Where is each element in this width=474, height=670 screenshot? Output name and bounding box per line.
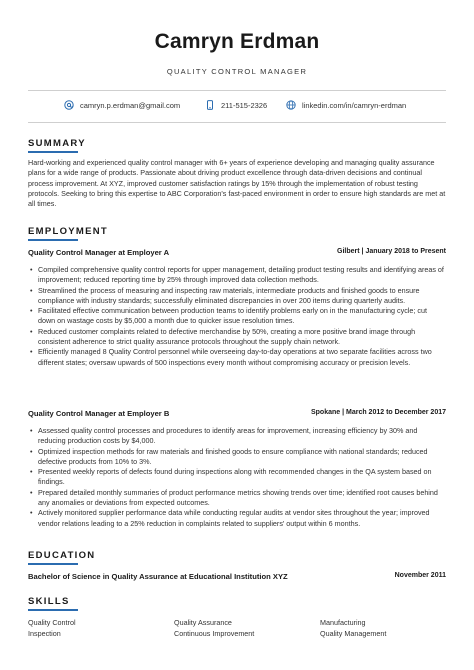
job-header <box>28 409 446 420</box>
list-item: • Compiled comprehensive quality control reports for upper management, detailing product testing results and identifying areas of improvement; reduced reporting time by 25% through improved data collection methods. <box>28 265 446 286</box>
skills-heading: SKILLS <box>28 596 70 607</box>
education-heading: EDUCATION <box>28 550 96 561</box>
degree: Bachelor of Science in Quality Assurance at Educational Institution XYZ <box>28 572 288 581</box>
at-icon <box>64 100 74 110</box>
skill-item: Quality Assurance <box>174 618 232 627</box>
candidate-name: Camryn Erdman <box>154 30 320 53</box>
job-title-b: Quality Control Manager at Employer B <box>28 409 170 418</box>
list-item: • Presented weekly reports of defects found during inspections along with recommended changes in the QA system based on findings. <box>28 467 446 488</box>
list-item: • Facilitated effective communication between production teams to identify problems early on in the manufacturing cycle; cut down on wastage costs by $5,000 a month due to quicker issue resolution times. <box>28 306 446 327</box>
globe-icon <box>286 100 296 110</box>
education-date: November 2011 <box>394 572 446 579</box>
contact-linkedin[interactable] <box>286 100 406 110</box>
list-item: • Prepared detailed monthly summaries of product performance metrics showing trends over time; identified root causes behind any anomalies or deviations from expected outcomes. <box>28 488 446 509</box>
contact-phone[interactable] <box>205 100 267 110</box>
summary-underline <box>28 151 78 153</box>
list-item: • Optimized inspection methods for raw materials and finished goods to ensure compliance with national standards; reduced defective products from 10% to 3%. <box>28 447 446 468</box>
phone-icon <box>205 100 215 110</box>
summary-text: Hard-working and experienced quality control manager with 6+ years of experience developing and managing quality assurance plans for a wide range of products. Passionate about driving product excellence through data-driven decisions and continual process improvement. At XYZ, improved customer satisfaction ratings by 15% through the implementation of robust testing protocols. Seeking to bring this expertise to ABC Corporation's fast-paced environment in order to ensure high standards are met at all times. <box>28 158 446 209</box>
list-item: • Reduced customer complaints related to defective merchandise by 50%, creating a more positive brand image through consistent adherence to strict quality assurance protocols throughout the supply chain network. <box>28 327 446 348</box>
contact-email[interactable] <box>64 100 180 110</box>
job-title-a: Quality Control Manager at Employer A <box>28 248 170 257</box>
skill-item: Inspection <box>28 629 61 638</box>
list-item: • Efficiently managed 8 Quality Control personnel while overseeing day-to-day operations at two separate facilities across two different states; oversaw upwards of 500 inspections every month without compromising accuracy or precision levels. <box>28 347 446 368</box>
job-a-bullets <box>28 265 446 368</box>
skill-item: Continuous Improvement <box>174 629 255 638</box>
list-item: • Streamlined the process of measuring and inspecting raw materials, intermediate products and finished goods to ensure compliance with industry standards; successfully eliminated discrepancies in over 200 items during quarterly audits. <box>28 286 446 307</box>
education-underline <box>28 563 78 565</box>
contact-row <box>28 100 446 114</box>
skill-item: Quality Control <box>28 618 76 627</box>
skills-underline <box>28 609 78 611</box>
job-b-bullets <box>28 426 446 529</box>
education-row <box>28 572 446 583</box>
summary-heading: SUMMARY <box>28 138 86 149</box>
email-text: camryn.p.erdman@gmail.com <box>80 100 181 110</box>
job-header <box>28 248 446 259</box>
linkedin-text: linkedin.com/in/camryn-erdman <box>302 100 407 110</box>
list-item: • Actively monitored supplier performance data while conducting regular audits at vendor sites throughout the year; improved vendor relations leading to a 25% reduction in complaints related to suppliers' output within 6 months. <box>28 508 446 529</box>
job-meta-b: Spokane | March 2012 to December 2017 <box>310 409 446 416</box>
divider-contact <box>28 122 446 123</box>
job-title: QUALITY CONTROL MANAGER <box>166 67 308 76</box>
phone-text: 211-515-2326 <box>221 100 268 110</box>
employment-heading: EMPLOYMENT <box>28 226 109 237</box>
skill-item: Manufacturing <box>320 618 366 627</box>
skill-item: Quality Management <box>320 629 387 638</box>
list-item: • Assessed quality control processes and procedures to identify areas for improvement, increasing efficiency by 30% and reducing production costs by $4,000. <box>28 426 446 447</box>
employment-underline <box>28 239 78 241</box>
divider-top <box>28 90 446 91</box>
job-meta-a: Gilbert | January 2018 to Present <box>337 248 446 255</box>
